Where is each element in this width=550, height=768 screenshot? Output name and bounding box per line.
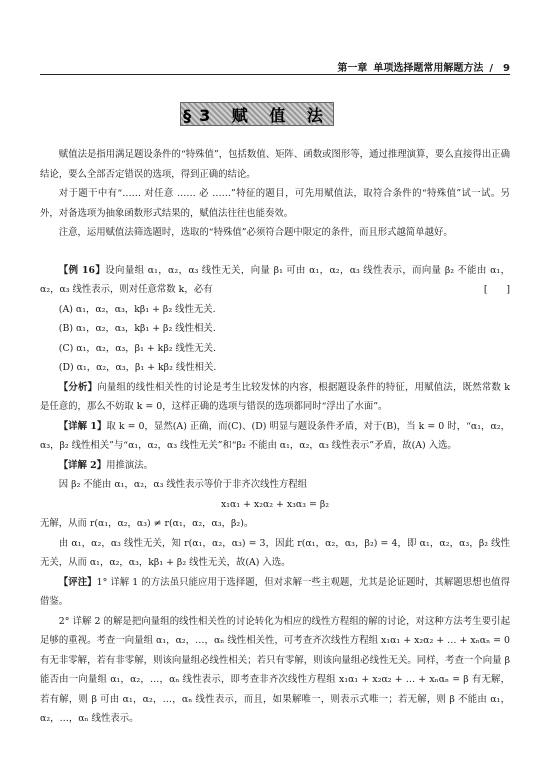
- intro-paragraph-3: 注意，运用赋值法筛选题时，选取的“特殊值”必须符合题中限定的条件，而且形式越简单越好。: [58, 227, 453, 238]
- section-title: §3 赋 值 法: [180, 102, 334, 126]
- page-number: / 9: [489, 62, 510, 74]
- analysis-paragraph: [40, 378, 510, 417]
- solution1-paragraph: [40, 417, 510, 456]
- page-body: [40, 145, 510, 729]
- solution1-label: 【详解 1】: [58, 420, 107, 432]
- option-c: (C) α₁，α₂，α₃，β₁ + kβ₂ 线性无关.: [58, 342, 216, 354]
- option-a: (A) α₁，α₂，α₃，kβ₁ + β₂ 线性无关.: [58, 303, 216, 315]
- solution2-equation: x₁α₁ + x₂α₂ + x₃α₃ = β₂: [220, 498, 330, 510]
- solution2-label: 【详解 2】: [58, 459, 107, 471]
- solution2-line3: 由 α₁，α₂，α₃ 线性无关，知 r(α₁，α₂，α₃) = 3，因此 r(α₁，α₂，α₃，β₂) = 4，即 α₁，α₂，α₃，β₂ 线性无关，从而 α₁，α₂，α₃，kβ₁ + β₂ 线性无关，故(A) 入选。: [40, 537, 510, 568]
- comment-paragraph-1: [40, 573, 510, 612]
- option-b: (B) α₁，α₂，α₃，kβ₁ + β₂ 线性相关.: [58, 323, 216, 334]
- analysis-label: 【分析】: [58, 381, 98, 393]
- solution2-line2: 无解，从而 r(α₁，α₂，α₃) ≠ r(α₁，α₂，α₃，β₂)。: [40, 518, 254, 529]
- example-text: 设向量组 α₁，α₂，α₃ 线性无关，向量 β₁ 可由 α₁，α₂，α₃ 线性表示，而向量 β₂ 不能由 α₁，α₂，α₃ 线性表示，则对任意常数 k，必有: [40, 264, 510, 295]
- comment-paragraph-2: 2° 详解 2 的解是把向量组的线性相关性的讨论转化为相应的线性方程组的解的讨论，对这种方法考生要引起足够的重视。考查一向量组 α₁，α₂，…，αₙ 线性相关性，可考查齐次线性方程组 x₁α₁ + x₂α₂ + … + xₙαₙ = 0 有无非零解，若有非零解，则该向量组必线性相关；若只有零解，则该向量组必线性无关。同样，考查一个向量 β 能否由一向量组 α₁，α₂，…，αₙ 线性表示，即考查非齐次线性方程组 x₁α₁ + x₂α₂ + … + xₙαₙ = β 有无解，若有解，则 β 可由 α₁，α₂，…，αₙ 线性表示，而且，如果解唯一，则表示式唯一；若无解，则 β 不能由 α₁，α₂，…，αₙ 线性表示。: [40, 615, 510, 724]
- intro-paragraph-2: 对于题干中有“…… 对任意 …… 必 ……”特征的题目，可先用赋值法，取符合条件的“特殊值”试一试。另外，对备选项为抽象函数形式结果的，赋值法往往也能奏效。: [40, 188, 510, 219]
- comment-label: 【评注】: [58, 576, 97, 588]
- solution2-heading: [40, 456, 510, 476]
- comment-text-1: 1° 详解 1 的方法虽只能应用于选择题，但对求解一些主观题，尤其是论证题时，其解题思想也值得借鉴。: [40, 576, 510, 607]
- example-statement: [40, 261, 510, 300]
- chapter-title: 单项选择题常用解题方法: [373, 62, 484, 74]
- analysis-text: 向量组的线性相关性的讨论是考生比较发怵的内容，根据题设条件的特征，用赋值法，既然常数 k 是任意的，那么不妨取 k = 0，这样正确的选项与错误的选项都同时“浮出了水面”。: [40, 381, 510, 412]
- page-header: [40, 58, 510, 75]
- solution2-line1: 因 β₂ 不能由 α₁，α₂，α₃ 线性表示等价于非齐次线性方程组: [58, 479, 308, 490]
- answer-bracket: [ ]: [483, 284, 510, 295]
- chapter-label: 第一章: [337, 62, 368, 74]
- example-label: 【例 16】: [58, 264, 106, 276]
- solution1-text: 取 k = 0，显然(A) 正确，而(C)、(D) 明显与题设条件矛盾，对于(B)，当 k = 0 时，“α₁，α₂，α₃，β₂ 线性相关”与“α₁，α₂，α₃ 线性无关”和“β₂ 不能由 α₁，α₂，α₃ 线性表示”矛盾，故(A) 入选。: [40, 420, 511, 451]
- intro-paragraph-1: 赋值法是指用满足题设条件的“特殊值”，包括数值、矩阵、函数或图形等，通过推理演算，要么直接得出正确结论，要么全部否定错误的选项，得到正确的结论。: [40, 149, 510, 180]
- option-d: (D) α₁，α₂，α₃，β₁ + kβ₂ 线性相关.: [58, 362, 217, 373]
- solution2-intro: 用推演法。: [106, 459, 153, 471]
